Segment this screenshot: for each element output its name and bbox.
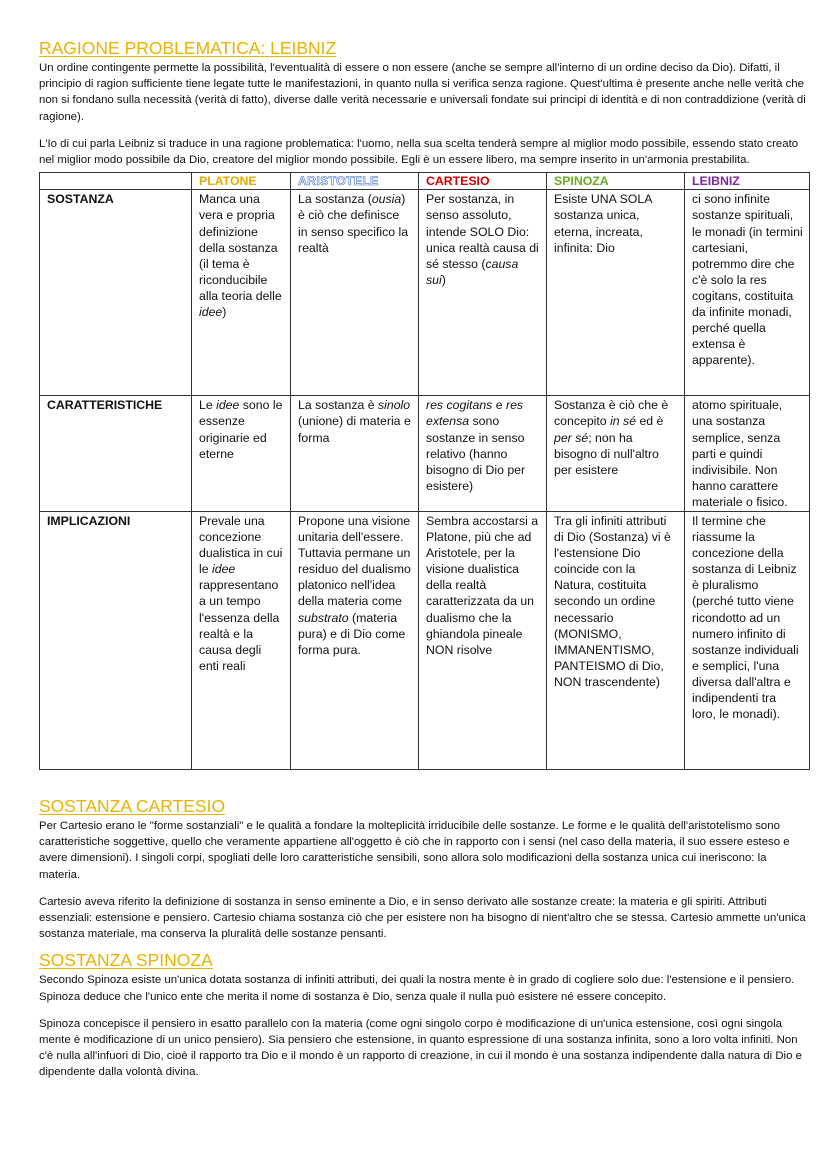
row-header-sostanza: SOSTANZA: [40, 190, 192, 396]
table-cell: ci sono infinite sostanze spirituali, le monadi (in termini cartesiani, potremmo dire che c'è solo la res cogitans, costituita da infinite monadi, perché quella extensa è apparente).: [685, 190, 810, 396]
paragraph: L'Io di cui parla Leibniz si traduce in una ragione problematica: l'uomo, nella sua scelta tenderà sempre al miglior modo possibile, essendo stato creato nel miglior modo possibile da Dio, creatore del miglior mondo possibile. Egli è un essere libero, ma sempre inserito in un'armonia prestabilita.: [39, 137, 799, 167]
table-cell: La sostanza (ousia) è ciò che definisce in senso specifico la realtà: [291, 190, 419, 396]
table-header-row: [40, 173, 810, 190]
table-cell: res cogitans e res extensa sono sostanze in senso relativo (hanno bisogno di Dio per esistere): [419, 396, 547, 512]
table-cell: Prevale una concezione dualistica in cui le idee rappresentano a un tempo l'essenza della realtà e la causa degli enti reali: [192, 511, 291, 769]
table-cell: Tra gli infiniti attributi di Dio (Sostanza) vi è l'estensione Dio coincide con la Natura, costituita secondo un ordine necessario (MONISMO, IMMANENTISMO, PANTEISMO di Dio, NON trascendente): [547, 511, 685, 769]
column-header-aristotele: ARISTOTELE: [291, 173, 419, 190]
column-header-spinoza: SPINOZA: [547, 173, 685, 190]
table-cell: Il termine che riassume la concezione della sostanza di Leibniz è pluralismo (perché tutto viene ricondotto ad un numero infinito di sostanze individuali e semplici, l'una diversa dall'altra e indipendenti tra loro, le monadi).: [685, 511, 810, 769]
table-row: [40, 396, 810, 512]
table-cell: Esiste UNA SOLA sostanza unica, eterna, increata, infinita: Dio: [547, 190, 685, 396]
column-header-platone: PLATONE: [192, 173, 291, 190]
paragraph: Per Cartesio erano le "forme sostanziali" e le qualità a fondare la molteplicità irriducibile delle sostanze. Le forme e le qualità dell'aristotelismo sono caratteristiche soggettive, quello che veramente appartiene all'oggetto è ciò che in rapporto con i sensi (nel caso della materia, il suo essere esteso e avere dimensioni). I singoli corpi, spogliati delle loro caratteristiche sensibili, sono allora solo modificazioni della sostanza unica cui ineriscono: la materia.: [39, 819, 790, 881]
section-title-leibniz: RAGIONE PROBLEMATICA: LEIBNIZ: [39, 38, 337, 58]
column-header-leibniz: LEIBNIZ: [685, 173, 810, 190]
paragraph: Spinoza concepisce il pensiero in esatto parallelo con la materia (come ogni singolo corpo è modificazione di un'unica estensione, così ogni singola mente è modificazione di un unico pensiero). Sia pensiero che estensione, in quanto espressione di una sostanza infinita, sono a loro volta infiniti. Non c'è nulla all'infuori di Dio, cioè il rapporto tra Dio e il mondo è un rapporto di creazione, in cui il mondo è una sostanza indipendente dalla natura di Dio e dipendente dalla volontà divina.: [39, 1017, 802, 1079]
table-cell: Le idee sono le essenze originarie ed eterne: [192, 396, 291, 512]
table-corner-cell: [40, 173, 192, 190]
table-cell: Sostanza è ciò che è concepito in sé ed è per sé; non ha bisogno di null'altro per esistere: [547, 396, 685, 512]
document-page: [39, 38, 809, 1081]
paragraph: Un ordine contingente permette la possibilità, l'eventualità di essere o non essere (anche se sempre all'interno di un ordine deciso da Dio). Difatti, il principio di ragion sufficiente tiene legate tutte le manifestazioni, in quanto nulla si verifica senza ragione. Quest'ultima è presente anche nelle verità che non si fondano sulla necessità (verità di fatto), diverse dalle verità necessarie e universali fondate sui principi di identità e di non contraddizione (verità di ragione).: [39, 62, 806, 123]
column-header-cartesio: CARTESIO: [419, 173, 547, 190]
table-row: [40, 190, 810, 396]
comparison-table: [39, 172, 810, 770]
paragraph: Cartesio aveva riferito la definizione di sostanza in senso eminente a Dio, e in senso derivato alle sostanze create: la materia e gli spiriti. Attributi essenziali: estensione e pensiero. Cartesio chiama sostanza ciò che per esistere non ha bisogno di nient'altro che se stessa. Cartesio ammette un'unica sostanza materiale, ma conserva la pluralità delle sostanze pensanti.: [39, 895, 806, 941]
table-row: [40, 511, 810, 769]
table-cell: Per sostanza, in senso assoluto, intende SOLO Dio: unica realtà causa di sé stesso (causa sui): [419, 190, 547, 396]
table-cell: La sostanza è sinolo (unione) di materia e forma: [291, 396, 419, 512]
table-cell: atomo spirituale, una sostanza semplice, senza parti e quindi indivisibile. Non hanno carattere materiale o fisico.: [685, 396, 810, 512]
section-title-cartesio: SOSTANZA CARTESIO: [39, 795, 226, 816]
table-cell: Propone una visione unitaria dell'essere. Tuttavia permane un residuo del dualismo platonico nell'idea della materia come substrato (materia pura) e di Dio come forma pura.: [291, 511, 419, 769]
section-title-spinoza: SOSTANZA SPINOZA: [39, 950, 213, 971]
table-cell: Sembra accostarsi a Platone, più che ad Aristotele, per la visione dualistica della realtà caratterizzata da un dualismo che la ghiandola pineale NON risolve: [419, 511, 547, 769]
paragraph: Secondo Spinoza esiste un'unica dotata sostanza di infiniti attributi, dei quali la nostra mente è in grado di cogliere solo due: l'estensione e il pensiero. Spinoza deduce che l'unico ente che merita il nome di sostanza è Dio, senza quale il nulla può esistere né essere concepito.: [39, 974, 795, 1003]
row-header-implicazioni: IMPLICAZIONI: [40, 511, 192, 769]
table-cell: Manca una vera e propria definizione della sostanza (il tema è riconducibile alla teoria delle idee): [192, 190, 291, 396]
row-header-caratteristiche: CARATTERISTICHE: [40, 396, 192, 512]
